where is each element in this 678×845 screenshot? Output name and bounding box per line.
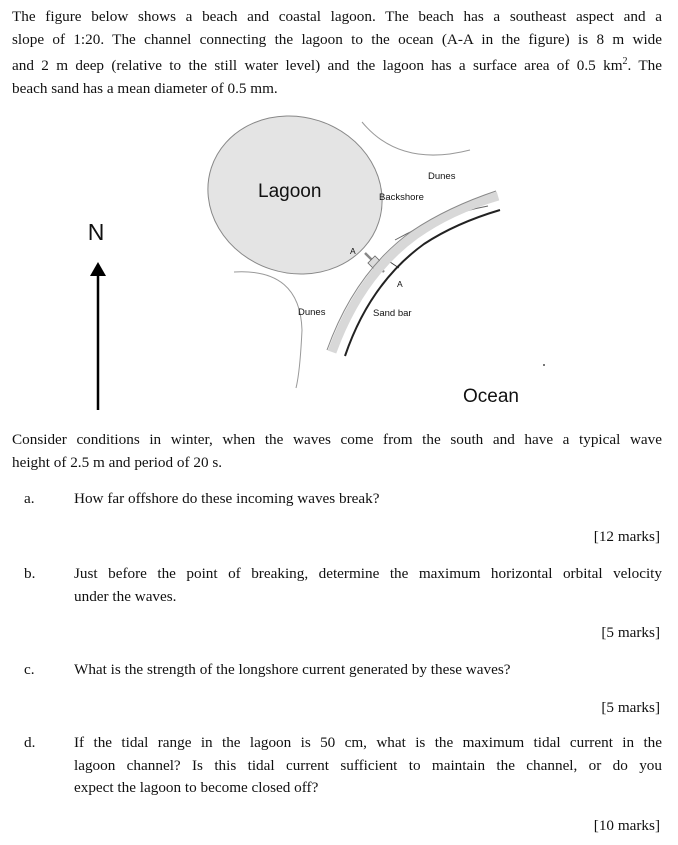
- question-b-text: [74, 563, 662, 608]
- ocean-label: Ocean: [463, 386, 519, 407]
- question-c-label: c.: [24, 661, 35, 678]
- question-c-marks: [5 marks]: [601, 699, 660, 716]
- intro-line-2: slope of 1:20. The channel connecting the lagoon to the ocean (A-A in the figure) is 8 m wide: [12, 30, 662, 48]
- intro-line-3-end: . The: [627, 57, 662, 75]
- question-d-text: [74, 732, 662, 800]
- winter-conditions-paragraph: [12, 429, 662, 474]
- intro-line-3-main: and 2 m deep (relative to the still water level) and the lagoon has a surface area of 0.5 km: [12, 57, 623, 75]
- lagoon-label: Lagoon: [258, 181, 322, 202]
- section-a-upper-label: A: [350, 246, 356, 256]
- consider-line-1: Consider conditions in winter, when the waves come from the south and have a typical wave: [12, 431, 662, 448]
- area-unit-superscript: 2: [622, 56, 628, 67]
- question-b-label: b.: [24, 565, 36, 582]
- question-d-line-3: expect the lagoon to become closed off?: [74, 779, 319, 796]
- question-b-line-1: Just before the point of breaking, determine the maximum horizontal orbital velocity: [74, 565, 662, 582]
- question-d-line-2: lagoon channel? Is this tidal current sufficient to maintain the channel, or do you: [74, 756, 662, 774]
- dunes-bottom-outline: [234, 272, 302, 388]
- question-c-text: [74, 659, 662, 682]
- question-d-label: d.: [24, 734, 36, 751]
- backshore-label: Backshore: [379, 192, 424, 203]
- question-b-marks: [5 marks]: [601, 624, 660, 641]
- dunes-top-label: Dunes: [428, 171, 456, 182]
- question-a-marks: [12 marks]: [593, 528, 660, 545]
- intro-line-1: The figure below shows a beach and coastal lagoon. The beach has a southeast aspect and a: [12, 8, 662, 25]
- sandbar-label: Sand bar: [373, 308, 412, 319]
- intro-line-4: beach sand has a mean diameter of 0.5 mm.: [12, 79, 278, 97]
- north-label: N: [87, 219, 105, 245]
- question-a-label: a.: [24, 490, 35, 507]
- question-b-line-2: under the waves.: [74, 587, 177, 605]
- section-a-lower-label: A: [397, 279, 403, 289]
- question-d-line-1: If the tidal range in the lagoon is 50 cm, what is the maximum tidal current in the: [74, 734, 662, 751]
- dunes-bottom-label: Dunes: [298, 307, 326, 318]
- ocean-dot: [543, 364, 545, 366]
- north-arrow-icon: [90, 262, 106, 410]
- question-a-line-1: How far offshore do these incoming waves break?: [74, 490, 380, 507]
- question-d-marks: [10 marks]: [593, 817, 660, 834]
- dunes-top-outline: [362, 122, 470, 155]
- question-a-text: [74, 488, 662, 511]
- consider-line-2: height of 2.5 m and period of 20 s.: [12, 453, 223, 471]
- question-c-line-1: What is the strength of the longshore current generated by these waves?: [74, 661, 511, 678]
